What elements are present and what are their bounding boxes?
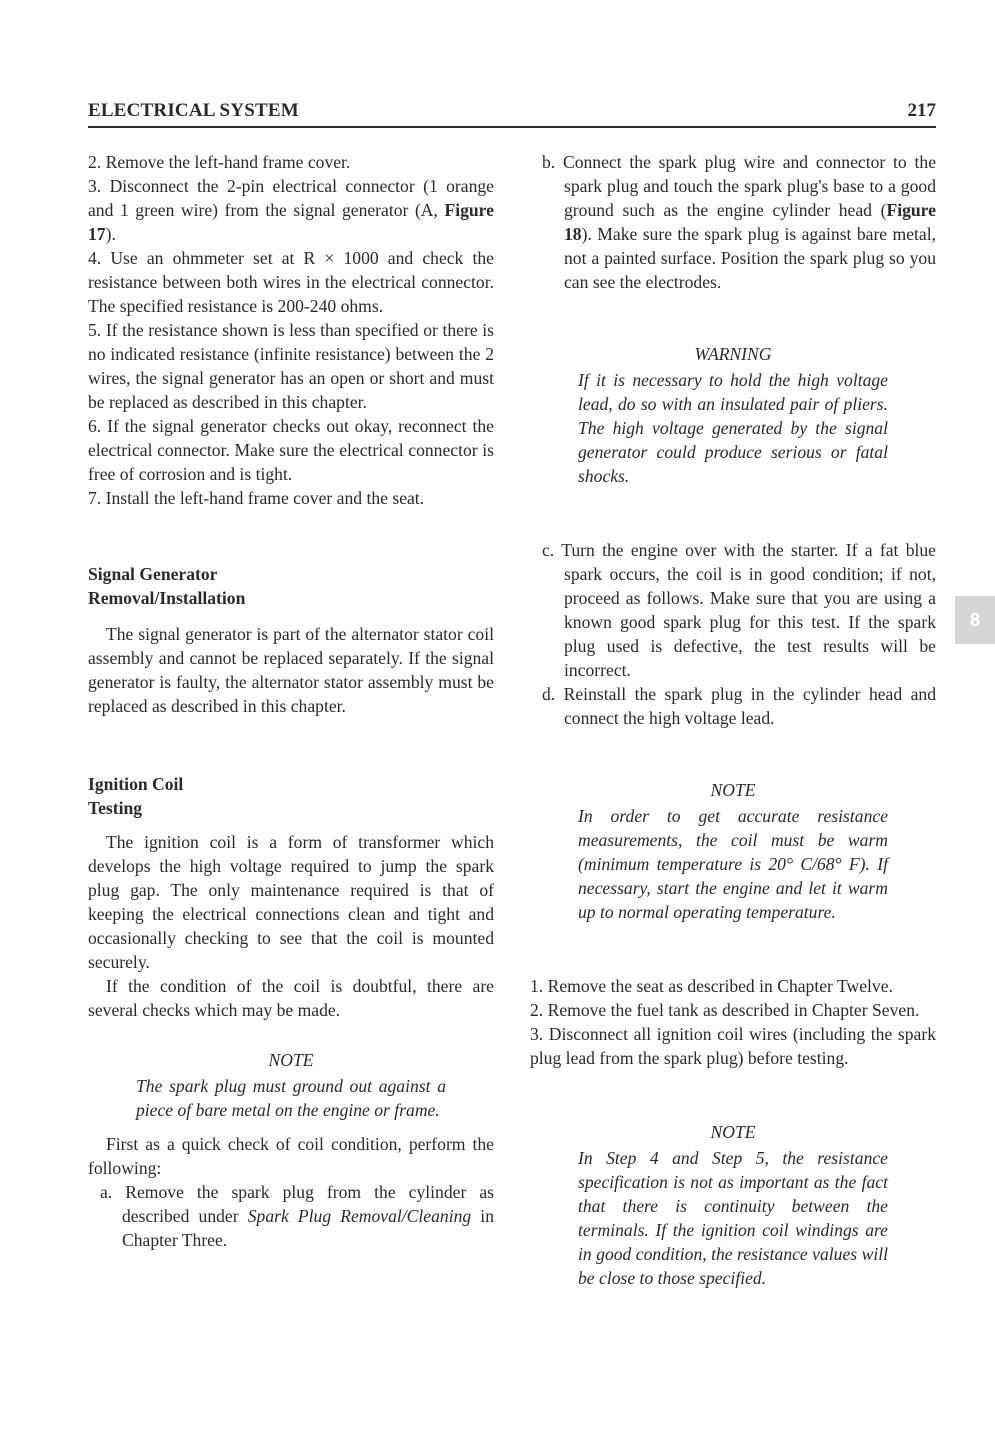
signal-generator-heading: Signal Generator — [88, 564, 218, 584]
step-7: 7. Install the left-hand frame cover and the seat. — [88, 488, 425, 508]
warning-text: If it is necessary to hold the high voltage lead, do so with an insulated pair of pliers. The high voltage generated by the signal generator could produce serious or fatal shocks. — [578, 370, 888, 486]
page-header — [88, 98, 936, 128]
note-title: NOTE — [710, 780, 756, 800]
step-1: 1. Remove the seat as described in Chapter Twelve. — [530, 976, 893, 996]
step-2: 2. Remove the left-hand frame cover. — [88, 152, 351, 172]
step-4: 4. Use an ohmmeter set at R × 1000 and check the resistance between both wires in the electrical connector. The specified resistance is 200-240 ohms. — [88, 248, 494, 316]
removal-installation-heading: Removal/Installation — [88, 588, 246, 608]
step-b: b. Connect the spark plug wire and connector to the spark plug and touch the spark plug's base to a good ground such as the engine cylinder head (Figure 18). Make sure the spark plug is against bare metal, not a painted surface. Position the spark plug so you can see the electrodes. — [542, 152, 936, 292]
step-3: 3. Disconnect the 2-pin electrical connector (1 orange and 1 green wire) from the signal generator (A, Figure 17). — [88, 176, 494, 244]
quick-check-paragraph: First as a quick check of coil condition, perform the following: — [88, 1134, 494, 1178]
chapter-reference: Spark Plug Removal/Cleaning — [247, 1206, 472, 1226]
step-d: d. Reinstall the spark plug in the cylinder head and connect the high voltage lead. — [542, 684, 936, 728]
left-column — [88, 150, 494, 1252]
ignition-coil-paragraph: The ignition coil is a form of transformer which develops the high voltage required to jump the spark plug gap. The only maintenance required is that of keeping the electrical connections clean and tight and occasionally checking to see that the coil is mounted securely. — [88, 832, 494, 972]
step-6: 6. If the signal generator checks out okay, reconnect the electrical connector. Make sure the electrical connector is free of corrosion and is tight. — [88, 416, 494, 484]
note-box — [136, 1048, 446, 1122]
right-column — [530, 150, 936, 1290]
step-5: 5. If the resistance shown is less than specified or there is no indicated resistance (infinite resistance) between the 2 wires, the signal generator has an open or short and must be replaced as described in this chapter. — [88, 320, 494, 412]
step-2: 2. Remove the fuel tank as described in Chapter Seven. — [530, 1000, 920, 1020]
note-text: In order to get accurate resistance measurements, the coil must be warm (minimum temperature is 20° C/68° F). If necessary, start the engine and let it warm up to normal operating temperature. — [578, 806, 888, 922]
note-text: The spark plug must ground out against a piece of bare metal on the engine or frame. — [136, 1076, 446, 1120]
chapter-tab: 8 — [955, 596, 995, 644]
step-c: c. Turn the engine over with the starter. If a fat blue spark occurs, the coil is in good condition; if not, proceed as follows. Make sure that you are using a known good spark plug for this test. If the spark plug used is defective, the test results will be incorrect. — [542, 540, 936, 680]
note-title: NOTE — [710, 1122, 756, 1142]
section-title: ELECTRICAL SYSTEM — [88, 100, 299, 121]
warning-box — [578, 342, 888, 488]
step-a: a. Remove the spark plug from the cylinder as described under Spark Plug Removal/Cleaning in Chapter Three. — [100, 1182, 494, 1250]
coil-doubtful-paragraph: If the condition of the coil is doubtful, there are several checks which may be made. — [88, 976, 494, 1020]
ignition-coil-heading: Ignition Coil — [88, 774, 184, 794]
signal-generator-paragraph: The signal generator is part of the alternator stator coil assembly and cannot be replaced separately. If the signal generator is faulty, the alternator stator assembly must be replaced as described in this chapter. — [88, 624, 494, 716]
figure-ref: Figure 18 — [564, 200, 936, 244]
step-3: 3. Disconnect all ignition coil wires (including the spark plug lead from the spark plug) before testing. — [530, 1024, 936, 1068]
page-number: 217 — [907, 100, 936, 121]
note-box — [578, 1120, 888, 1290]
note-title: NOTE — [268, 1050, 314, 1070]
testing-heading: Testing — [88, 798, 143, 818]
warning-title: WARNING — [694, 344, 772, 364]
note-box — [578, 778, 888, 924]
note-text: In Step 4 and Step 5, the resistance specification is not as important as the fact that there is continuity between the terminals. If the ignition coil windings are in good condition, the resistance values will be close to those specified. — [578, 1148, 888, 1288]
figure-ref: Figure 17 — [88, 200, 494, 244]
